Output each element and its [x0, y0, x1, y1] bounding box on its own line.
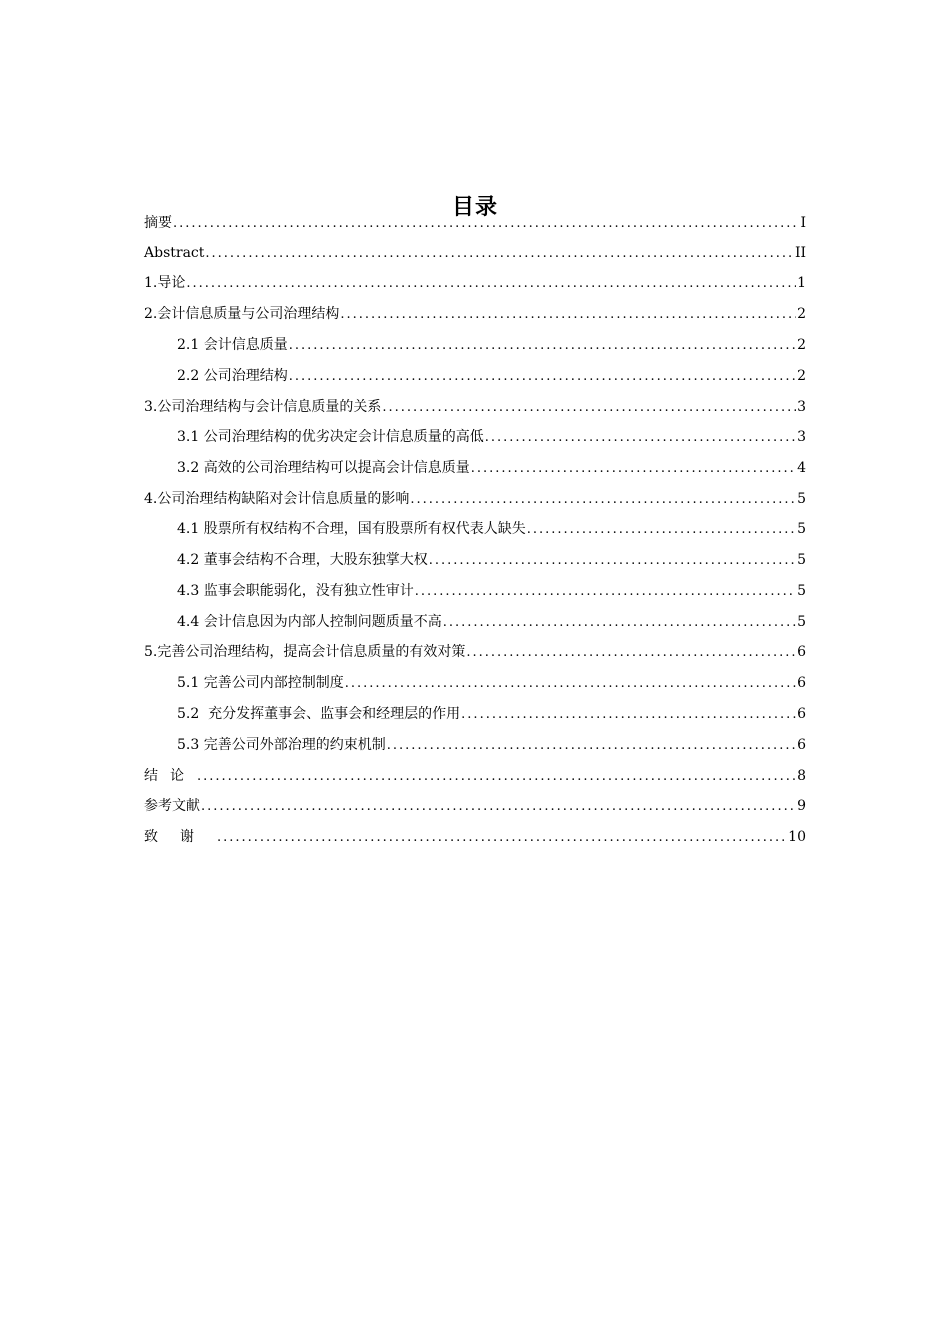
toc-leader-dots [387, 735, 796, 757]
toc-entry-label: 3.公司治理结构与会计信息质量的关系 [144, 399, 382, 415]
toc-entry-page: 6 [797, 737, 806, 753]
toc-entry-page: 5 [797, 521, 806, 537]
toc-entry-page: 9 [797, 798, 806, 814]
toc-entry-page: 5 [797, 614, 806, 630]
toc-entry-5-2[interactable] [177, 703, 806, 725]
toc-entry-2-2[interactable] [177, 365, 806, 387]
toc-entry-page: 3 [797, 429, 806, 445]
toc-entry-2-1[interactable] [177, 334, 806, 356]
toc-entry-2[interactable] [144, 303, 806, 325]
toc-entry-page: 6 [797, 706, 806, 722]
toc-entry-page: 8 [797, 768, 806, 784]
toc-leader-dots [471, 458, 796, 480]
toc-leader-dots [382, 397, 796, 419]
toc-leader-dots [201, 796, 796, 818]
toc-entry-label: 2.2 公司治理结构 [177, 368, 288, 384]
toc-entry-5-1[interactable] [177, 672, 806, 694]
toc-entry-page: 1 [797, 275, 806, 291]
toc-leader-dots [289, 366, 796, 388]
toc-entry-label: 4.2 董事会结构不合理，大股东独掌大权 [177, 552, 428, 568]
toc-entry-label: 4.1 股票所有权结构不合理，国有股票所有权代表人缺失 [177, 521, 526, 537]
toc-entry-page: I [800, 215, 806, 231]
toc-leader-dots [173, 213, 799, 235]
toc-entry-page: 2 [797, 337, 806, 353]
toc-entry-label: 5.3 完善公司外部治理的约束机制 [177, 737, 386, 753]
toc-entry-4-3[interactable] [177, 580, 806, 602]
toc-entry-abstract-cn[interactable] [144, 212, 806, 234]
toc-leader-dots [429, 550, 796, 572]
toc-entry-page: 6 [797, 644, 806, 660]
toc-entry-conclusion[interactable] [144, 765, 806, 787]
toc-entry-abstract-en[interactable] [144, 242, 806, 264]
toc-entry-acknowledgements[interactable] [144, 826, 806, 848]
toc-entry-page: 5 [797, 491, 806, 507]
toc-entry-page: 3 [797, 399, 806, 415]
toc-entry-4[interactable] [144, 488, 806, 510]
toc-entry-label: 4.公司治理结构缺陷对会计信息质量的影响 [144, 491, 410, 507]
toc-entry-label: 5.1 完善公司内部控制制度 [177, 675, 344, 691]
toc-entry-4-2[interactable] [177, 549, 806, 571]
toc-leader-dots [415, 581, 796, 603]
toc-entry-4-4[interactable] [177, 611, 806, 633]
toc-entry-3-1[interactable] [177, 426, 806, 448]
toc-entry-label: Abstract [144, 245, 205, 261]
toc-leader-dots [466, 642, 796, 664]
toc-entry-label: 致谢 [144, 829, 216, 845]
toc-entry-4-1[interactable] [177, 518, 806, 540]
toc-entry-label: 5.完善公司治理结构，提高会计信息质量的有效对策 [144, 644, 466, 660]
toc-entry-references[interactable] [144, 795, 806, 817]
toc-leader-dots [443, 612, 796, 634]
toc-entry-page: 6 [797, 675, 806, 691]
toc-entry-page: 2 [797, 306, 806, 322]
toc-entry-label: 2.1 会计信息质量 [177, 337, 288, 353]
toc-entry-5[interactable] [144, 641, 806, 663]
toc-leader-dots [345, 673, 796, 695]
toc-leader-dots [186, 273, 796, 295]
toc-leader-dots [340, 304, 796, 326]
toc-entry-page: 4 [797, 460, 806, 476]
toc-entry-label: 3.2 高效的公司治理结构可以提高会计信息质量 [177, 460, 470, 476]
toc-entry-label: 2.会计信息质量与公司治理结构 [144, 306, 340, 322]
toc-entry-page: 5 [797, 552, 806, 568]
toc-entry-label: 5.2 充分发挥董事会、监事会和经理层的作用 [177, 706, 461, 722]
toc-leader-dots [197, 766, 796, 788]
toc-entry-page: 10 [788, 829, 806, 845]
toc-entry-page: II [794, 245, 806, 261]
toc-leader-dots [485, 427, 796, 449]
toc-entry-label: 4.3 监事会职能弱化，没有独立性审计 [177, 583, 414, 599]
toc-entry-label: 3.1 公司治理结构的优劣决定会计信息质量的高低 [177, 429, 484, 445]
toc-leader-dots [410, 489, 796, 511]
toc-title: 目录 [451, 195, 498, 220]
toc-entry-label: 1.导论 [144, 275, 186, 291]
toc-entry-label: 摘要 [144, 215, 172, 231]
toc-entry-3[interactable] [144, 396, 806, 418]
toc-entry-label: 4.4 会计信息因为内部人控制问题质量不高 [177, 614, 442, 630]
toc-entry-3-2[interactable] [177, 457, 806, 479]
toc-leader-dots [461, 704, 796, 726]
toc-entry-5-3[interactable] [177, 734, 806, 756]
toc-leader-dots [217, 827, 787, 849]
toc-leader-dots [205, 243, 794, 265]
toc-entry-page: 2 [797, 368, 806, 384]
toc-leader-dots [527, 519, 796, 541]
toc-entry-page: 5 [797, 583, 806, 599]
toc-entry-label: 参考文献 [144, 798, 200, 814]
toc-entry-label: 结论 [144, 768, 196, 784]
toc-entry-1[interactable] [144, 272, 806, 294]
toc-leader-dots [289, 335, 796, 357]
